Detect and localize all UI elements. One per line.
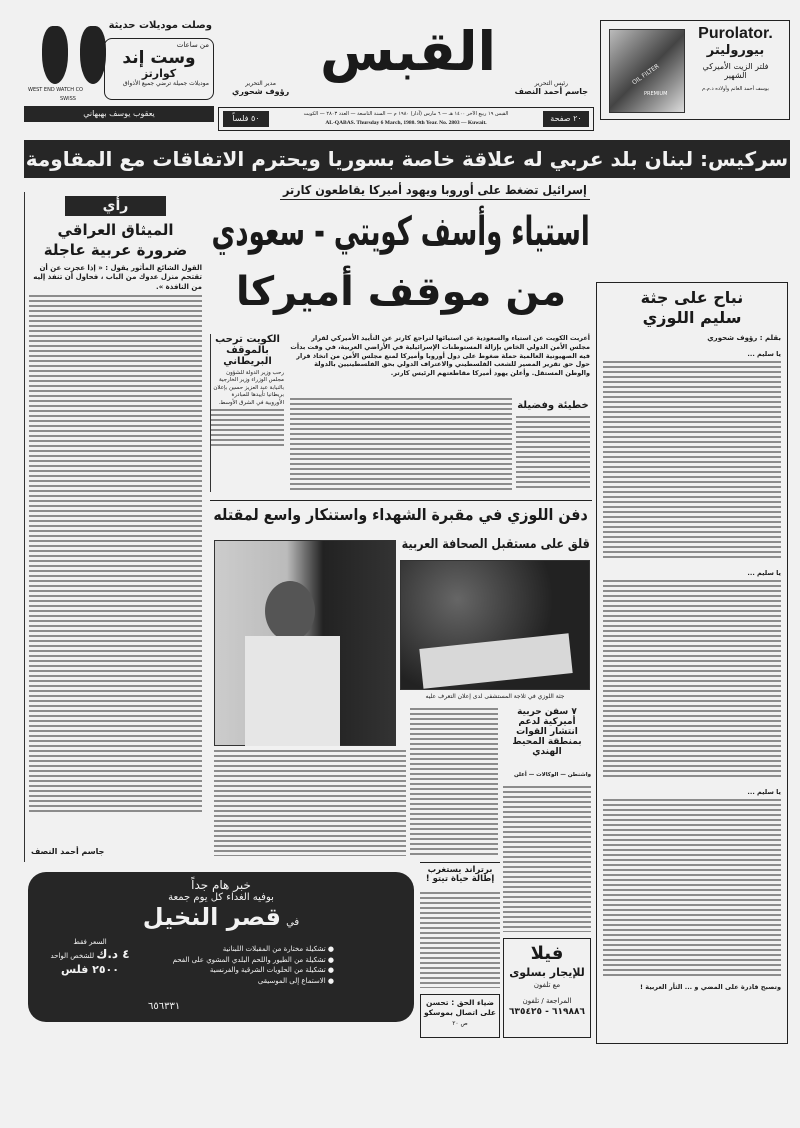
watch-ad-sub: كوارتز	[141, 66, 177, 80]
zia-story-title: ضياء الحق : تحسن على اتصال بموسكو	[423, 998, 497, 1017]
purolator-line2: الشهير	[724, 71, 747, 80]
column-byline: بقلم : رؤوف شحوري	[707, 334, 781, 343]
main-lead: أعربت الكويت عن استياء والسعودية عن استيائها لتراجع كارتر عن التأييد الأميركي لقرار مجلس الأمن الدولي الخاص بإزالة المستوطنات الإسرائيلية في الأراضي العربية، في وقت بدأت فيه الصهيونية العالمية حملة ضغوط على دول أوروبا وأميركا لمنع مجلس الأمن من اتخاذ قرار حول حق تقرير المصير للشعب الفلسطيني والاعتراف الدولي بحق الفلسطينيين بالدولة والوطن المستقل. وأعلن يهود أميركا مقاطعتهم الرئيس كارتر.	[290, 334, 590, 378]
price-badge: ٥٠ فلساً	[223, 111, 269, 127]
warships-story-title: ٧ سفن حربية أميركية لدعم انتشار القوات بمنطقة المحيط الهندي	[512, 707, 582, 757]
purolator-brand-ar: بيوروليتر	[706, 43, 765, 58]
newspaper-logo: القبس	[319, 20, 497, 83]
palace-name: قصر النخيل	[142, 903, 281, 931]
main-headline-line2: من موقف أميركا	[235, 269, 567, 315]
column-refrain: يا سليم ...	[747, 569, 781, 578]
palace-phone: ٦٥٦٣٣١	[148, 1001, 181, 1012]
lozi-portrait-photo	[214, 540, 396, 746]
main-headline-line1: استياء وأسف كويتي - سعودي	[211, 209, 591, 255]
palm-palace-ad	[28, 872, 414, 1022]
opinion-intro: القول الشائع المأثور يقول : « إذا عجزت عن أن تقتحم منزل عدوك من الباب ، فحاول أن تنفذ إليه من النافذة ».	[33, 264, 202, 291]
opinion-author: جاسم أحمد النصف	[31, 847, 105, 856]
warships-story-text	[503, 786, 591, 932]
palace-bullet: ● تشكيلة من الطيور واللحم البلدي المشوي على الفحم	[172, 955, 334, 964]
date-english: AL-QABAS. Thursday 6 March, 1980. 9th Year. No. 2803 — Kuwait.	[325, 120, 487, 126]
villa-phones: ٦١٩٨٨٦ - ٦٣٥٤٢٥	[509, 1007, 585, 1017]
lozi-story-text	[214, 750, 406, 856]
zia-page-ref: ص ٢٠	[452, 1019, 468, 1027]
palace-bullet: ● تشكيلة مختارة من المقبلات اللبنانية	[222, 945, 334, 953]
column-body-text	[603, 799, 781, 979]
masthead	[218, 20, 594, 132]
managing-editor-label: مدير التحرير	[245, 80, 276, 87]
villa-contact: المراجعة / تلفون	[522, 997, 572, 1005]
palace-bullet: ● تشكيلة من الحلويات الشرقية والفرنسية	[209, 966, 334, 974]
editor-label: رئيس التحرير	[534, 80, 568, 87]
lozi-story-text-2	[410, 708, 498, 856]
opinion-label: رأي	[65, 196, 166, 216]
lozi-subheadline: قلق على مستقبل الصحافة العربية	[401, 537, 591, 552]
main-body-text	[290, 398, 512, 490]
managing-editor-name: رؤوف شحوري	[232, 87, 290, 96]
palace-head: خبر هام جداً	[191, 878, 251, 892]
villa-ad	[503, 938, 591, 1038]
funeral-crowd-photo	[400, 560, 590, 690]
column-refrain: يا سليم ...	[747, 788, 781, 797]
palace-line: بوفيه الغداء كل يوم جمعة	[168, 892, 274, 903]
kuwait-britain-title: الكويت ترحب بالموقف البريطاني	[215, 334, 280, 367]
watch-ad-logo: WEST END WATCH CO	[28, 87, 83, 93]
main-kicker: إسرائيل تضغط على أوروبا ويهود أميركا يقاطعون كارتر	[280, 183, 590, 200]
rawf-column	[596, 282, 788, 1044]
warships-dateline: واشنطن — الوكالات — أعلن	[513, 772, 591, 778]
pages-badge: ٢٠ صفحة	[543, 111, 589, 127]
banner-headline: سركيس: لبنان بلد عربي له علاقة خاصة بسوريا ويحترم الاتفاقات مع المقاومة	[24, 140, 790, 178]
watch-ad-from: من ساعات	[176, 41, 209, 49]
kuwait-britain-text	[211, 409, 284, 449]
palace-bullet: ● الاستماع إلى الموسيقى	[257, 976, 334, 985]
bertrand-story-text	[420, 892, 500, 988]
watch-ad-swiss: SWISS	[60, 96, 76, 102]
villa-title: فيلا	[530, 943, 564, 964]
watch-ad-top: وصلت موديلات حديثة	[108, 20, 212, 31]
column-title2: سليم اللوزي	[642, 307, 742, 327]
palace-in: في	[286, 917, 300, 928]
villa-sub: للإيجار بسلوى	[509, 966, 585, 979]
purolator-dealer: يوسف أحمد الغانم وأولاده ذ.م.م	[702, 86, 769, 92]
editor-name: جاسم أحمد النصف	[514, 87, 588, 96]
oil-filter-box-label2: PREMIUM	[644, 91, 668, 97]
purolator-ad	[600, 20, 790, 120]
kuwait-britain-body: رحب وزير الدولة للشؤون مجلس الوزراء وزير الخارجية بالنيابة عبد العزيز حسين بإعلان بريطانيا تأييدها للمبادرة الأوروبية في الشرق الأوسط.	[213, 370, 284, 406]
sub-head-khatia: خطيئة وفضيلة	[517, 400, 589, 411]
palace-price-adult: ٤ د.ك	[96, 947, 130, 962]
oil-filter-box-label: OIL FILTER	[631, 62, 661, 87]
column-refrain: يا سليم ...	[747, 350, 781, 359]
purolator-brand: Purolator.	[698, 25, 773, 42]
column-body-text	[603, 361, 781, 561]
main-body-text-2	[516, 416, 590, 490]
watch-icon	[42, 26, 68, 84]
opinion-title2: ضرورة عربية عاجلة	[43, 240, 188, 259]
date-bar	[218, 107, 594, 131]
watch-ad	[24, 20, 214, 132]
date-arabic: القبس ١٩ ربيع الآخر ١٤٠٠ هـ — ٦ مارس (آذار) ١٩٨٠ م — السنة التاسعة — العدد ٢٨٠٣ — الكويت	[303, 111, 509, 117]
villa-note: مع تلفون	[533, 981, 561, 989]
kuwait-britain-story	[210, 334, 284, 492]
zia-story-box	[420, 994, 500, 1038]
watch-ad-dealer: يعقوب يوسف بهبهاني	[24, 106, 214, 122]
palace-price-label: السعر فقط	[73, 938, 107, 946]
opinion-title1: الميثاق العراقي	[57, 221, 174, 239]
column-body-text	[603, 580, 781, 780]
watch-ad-tag: موديلات جميلة ترضي جميع الأذواق	[123, 79, 209, 87]
opinion-body-text	[29, 295, 202, 815]
oil-filter-box-image	[609, 29, 685, 113]
bertrand-story-title: برتراند يستغرب إطالة حياة تيتو !	[420, 862, 500, 885]
palace-price-adult-label: للشخص الواحد	[50, 952, 95, 961]
watch-ad-brand: وست إند	[122, 48, 196, 68]
column-title1: نباح على جثة	[640, 288, 744, 307]
column-closing: وتصبح قادرة على المضي و ... الثأر العربية !	[640, 983, 781, 992]
lozi-photo-caption: جثة اللوزي في ثلاجة المستشفى لدى إعلان التعرف عليه	[425, 693, 565, 700]
lozi-headline: دفن اللوزي في مقبرة الشهداء واستنكار واسع لمقتله	[210, 500, 592, 530]
opinion-column	[24, 192, 206, 862]
purolator-line1: فلتر الزيت الأميركي	[702, 62, 769, 71]
watch-icon	[80, 26, 106, 84]
palace-price-child: ٢٥٠٠ فلس	[61, 962, 119, 976]
